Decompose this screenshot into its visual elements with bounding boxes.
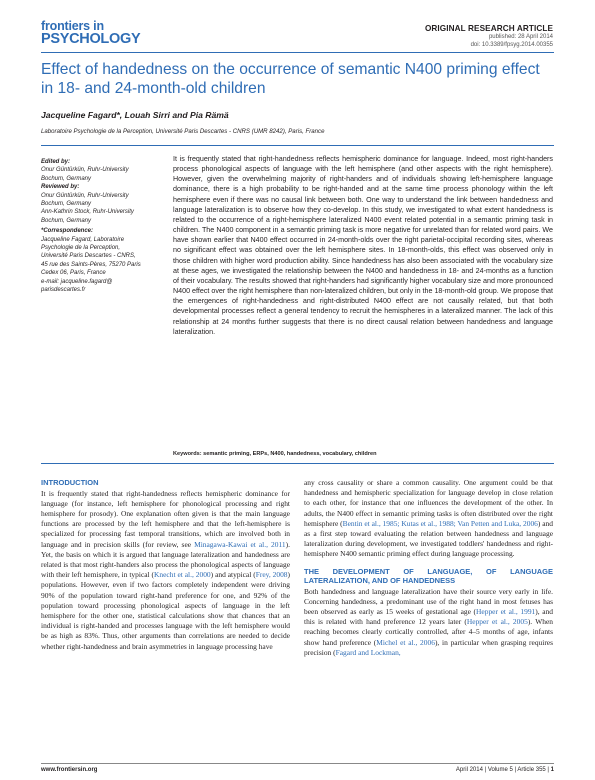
article-title: Effect of handedness on the occurrence of semantic N400 priming effect in 18- and 24-month-old children [41, 61, 540, 97]
footer-citation [456, 767, 554, 773]
citation-link[interactable]: Knecht et al., 2000 [154, 570, 211, 580]
abstract: It is frequently stated that right-handedness reflects hemispheric dominance for language. Indeed, most right-handers process phonological aspects of language with the left hemisphere (and other aspects with the right hemisphere). However, given the overwhelming majority of right-handers and of individuals showing left-hemisphere language dominance, there is a high probability to be right-handed and at the same time process phonology within the left hemisphere even if there was no causal link between both. One way to understand the link between handedness and language lateralization is to observe how they co-develop. In this study, we investigated to what extent handedness is related to the occurrence of a right-hemisphere lateralized N400 event related potential in a semantic priming task in children. The N400 component in a semantic priming task is more negative for unrelated than for related word pairs. We have shown earlier that N400 effect occurred in 24-month-olds over the right parietal-occipital recording sites, whereas no significant effect was obtained over the left hemisphere sites. In 18-month-olds, this effect was observed only in those children with higher word production ability. Since handedness has also been associated with the vocabulary size at these ages, we investigated the relationship between the N400 and handedness in 18- and 24-months as a function of their vocabulary. The results showed that right-handers had significantly higher vocabulary size and more pronounced N400 effect over the right hemisphere than non-lateralized children, but only in the 18-month-old group. We propose that the emergences of right-handedness and right-distributed N400 effect are not causally related, but that both developmental processes reflect a general tendency to recruit the hemispheres in a lateralized manner. The lack of this relationship at 24 months further suggests that there is no direct causal relation between handedness and language lateralization. [173, 155, 554, 336]
citation-link[interactable]: Hepper et al., 2005 [466, 617, 528, 627]
reviewer-line: Bochum, Germany [41, 217, 92, 224]
correspondence-line: Cedex 06, Paris, France [41, 270, 106, 277]
doi: doi: 10.3389/fpsyg.2014.00355 [470, 41, 553, 48]
authors: Jacqueline Fagard*, Louah Sirri and Pia Rämä [41, 110, 229, 120]
journal-logo [41, 20, 151, 46]
keywords-text: semantic priming, ERPs, N400, handedness, vocabulary, children [203, 451, 377, 457]
correspondence-label: *Correspondence: [41, 228, 94, 235]
editor-sidebar [41, 158, 159, 295]
section-heading-introduction: INTRODUCTION [41, 478, 99, 487]
section-heading-development: THE DEVELOPMENT OF LANGUAGE, OF LANGUAGE LATERALIZATION, AND OF HANDEDNESS [304, 566, 553, 586]
correspondence-line: Université Paris Descartes - CNRS, [41, 253, 136, 260]
correspondence-email: parisdescartes.fr [41, 287, 86, 294]
logo-line2: PSYCHOLOGY [41, 30, 141, 47]
keywords [173, 451, 553, 457]
affiliation: Laboratoire Psychologie de la Perception, Université Paris Descartes - CNRS (UMR 8242), Paris, France [41, 128, 325, 135]
citation-link[interactable]: Bentin et al., 1985; Kutas et al., 1988; Van Petten and Luka, 2006 [342, 518, 538, 528]
editor-line: Bochum, Germany [41, 175, 92, 182]
citation-link[interactable]: Michel et al., 2006 [376, 637, 435, 647]
reviewer-line: Ann-Kathrin Stock, Ruhr-University [41, 209, 134, 216]
citation-link[interactable]: Fagard and Lockman, [335, 647, 401, 657]
body-paragraph: Both handedness and language lateralization have their source very early in life. Concerning handedness, a predominant use of the right hand in most fetuses has been observed as early as 15 weeks of gestational age (Hepper et al., 1991), and this is related with hand preference 12 years later (Hepper et al., 2005). When reaching becomes clearly cortically controlled, after 4–5 months of age, infants show hand preference (Michel et al., 2006), in particular when grasping requires precision (Fagard and Lockman, [304, 586, 554, 657]
header-rule [41, 52, 554, 53]
article-header-meta [425, 24, 553, 49]
logo-line1: frontiers in [41, 19, 104, 33]
correspondence-email: e-mail: jacqueline.fagard@ [41, 278, 113, 285]
correspondence-line: 45 rue des Saints-Pères, 75270 Paris [41, 261, 141, 268]
citation-link[interactable]: Frey, 2008 [255, 570, 288, 580]
citation-link[interactable]: Minagawa-Kawai et al., 2011 [194, 539, 286, 549]
body-paragraph: any cross causality or share a common causality. One argument could be that handedness and hemispheric specialization for language develop in close relation to each other, for instance that one influences the development of the other. In adults, the N400 effect in semantic priming tasks is often distributed over the right hemisphere (Bentin et al., 1985; Kutas et al., 1988; Van Petten and Luka, 2006) and as a first step toward evaluating the relation between handedness and language lateralization during development, we investigated toddlers' handedness and right-hemisphere N400 semantic priming effect during language processing. [304, 478, 553, 559]
reviewer-line: Bochum, Germany [41, 201, 92, 208]
title-rule [41, 145, 554, 146]
editor-line: Onur Güntürkün, Ruhr-University [41, 167, 129, 174]
correspondence-line: Psychologie de la Perception, [41, 245, 121, 252]
published-date: published: 28 April 2014 [488, 34, 553, 41]
reviewed-by-label: Reviewed by: [41, 184, 80, 191]
citation-link[interactable]: Hepper et al., 1991 [476, 607, 536, 617]
body-column-left [41, 478, 290, 652]
keywords-label: Keywords: [173, 451, 202, 457]
footer-url[interactable]: www.frontiersin.org [41, 767, 98, 773]
body-paragraph: It is frequently stated that right-handedness reflects hemispheric dominance for language (for instance, left hemisphere for phonological processing and right hemisphere for prosody). One explanation often given is that the main language functions are processed by the left hemisphere and that the left-hemisphere is specialized for processing fast temporal transitions, which are involved both in language and in precision skills (for review, see Minagawa-Kawai et al., 2011). Yet, the basis on which it is argued that language lateralization and handedness are related is that most right-handers also process the phonological aspects of language with their left hemisphere, in typical (Knecht et al., 2000) and atypical (Frey, 2008) populations. However, even if two factors completely independent were driving 90% of the population toward right-hand preference for one, and 92% of the population toward processing phonological aspects of language in the left hemisphere for the other one, statistical calculations show that chances that an individual is right-handed and processes language with the left hemisphere would be as high as 83%. Thus, other arguments than correlations are needed to decide whether right-handedness and brain asymmetries in language processing have [41, 488, 291, 651]
page-number: 1 [550, 767, 554, 773]
article-type: ORIGINAL RESEARCH ARTICLE [424, 24, 553, 33]
reviewer-line: Onur Güntürkün, Ruhr-University [41, 192, 129, 199]
footer-rule [41, 763, 554, 764]
body-column-right [304, 478, 553, 658]
footer-issue: April 2014 | Volume 5 | Article 355 | [455, 767, 549, 773]
body-rule [41, 463, 554, 464]
correspondence-line: Jacqueline Fagard, Laboratoire [41, 236, 125, 243]
edited-by-label: Edited by: [41, 159, 71, 165]
